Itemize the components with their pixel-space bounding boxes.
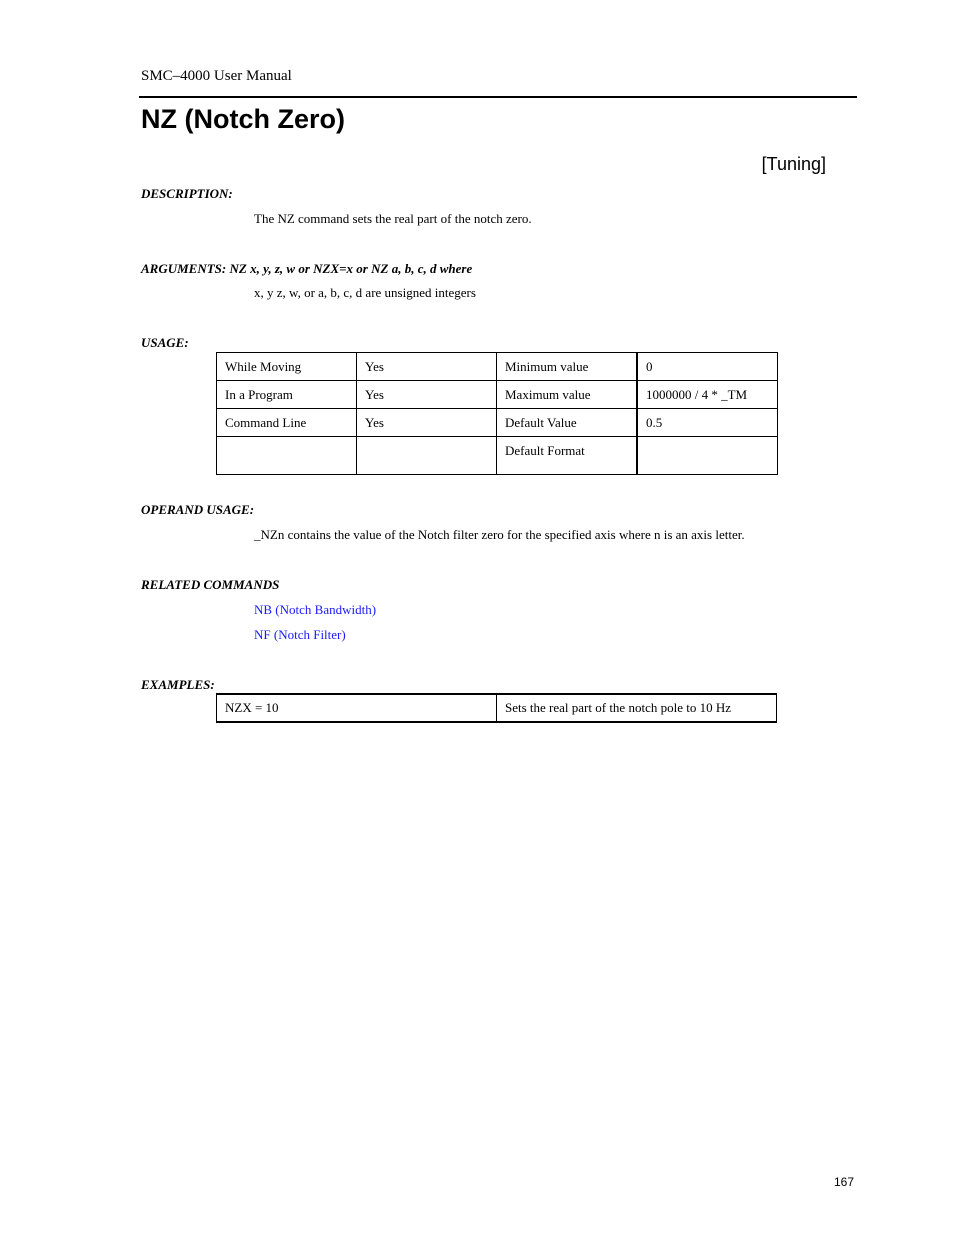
page-title: NZ (Notch Zero) (141, 104, 345, 134)
table-cell (637, 437, 778, 475)
table-cell: Default Format (497, 437, 638, 475)
page-number: 167 (833, 1175, 854, 1189)
running-header: SMC–4000 User Manual (141, 68, 292, 84)
table-cell (357, 437, 497, 475)
table-cell: 0 (637, 353, 778, 381)
arguments-text: x, y z, w, or a, b, c, d are unsigned integers (254, 285, 476, 300)
examples-label: EXAMPLES: (141, 677, 215, 692)
table-cell: Yes (357, 409, 497, 437)
usage-table (216, 352, 778, 475)
related-link-nf[interactable]: NF (Notch Filter) (254, 627, 346, 642)
table-row (217, 353, 778, 381)
table-row (217, 381, 778, 409)
table-cell: Minimum value (497, 353, 638, 381)
description-text: The NZ command sets the real part of the notch zero. (254, 211, 532, 226)
table-cell: Yes (357, 353, 497, 381)
table-cell: 0.5 (637, 409, 778, 437)
table-cell: Default Value (497, 409, 638, 437)
description-label: DESCRIPTION: (141, 186, 233, 201)
usage-label: USAGE: (141, 335, 189, 350)
related-link-container (254, 602, 376, 618)
example-description: Sets the real part of the notch pole to 10 Hz (497, 694, 777, 722)
table-cell: 1000000 / 4 * _TM (637, 381, 778, 409)
category-tag: [Tuning] (761, 154, 826, 174)
table-cell: Command Line (217, 409, 357, 437)
table-cell: In a Program (217, 381, 357, 409)
related-link-container (254, 627, 346, 643)
arguments-label: ARGUMENTS: NZ x, y, z, w or NZX=x or NZ a, b, c, d where (141, 261, 473, 276)
header-rule (139, 96, 857, 98)
table-row (217, 694, 777, 722)
table-cell (217, 437, 357, 475)
examples-table (216, 693, 777, 723)
related-link-nb[interactable]: NB (Notch Bandwidth) (254, 602, 377, 617)
table-cell: Yes (357, 381, 497, 409)
table-cell: Maximum value (497, 381, 638, 409)
table-row (217, 437, 778, 475)
related-commands-label: RELATED COMMANDS (141, 577, 280, 592)
operand-usage-label: OPERAND USAGE: (141, 502, 255, 517)
operand-usage-text: _NZn contains the value of the Notch filter zero for the specified axis where n is an axis letter. (254, 527, 745, 542)
example-command: NZX = 10 (217, 694, 497, 722)
table-cell: While Moving (217, 353, 357, 381)
table-row (217, 409, 778, 437)
